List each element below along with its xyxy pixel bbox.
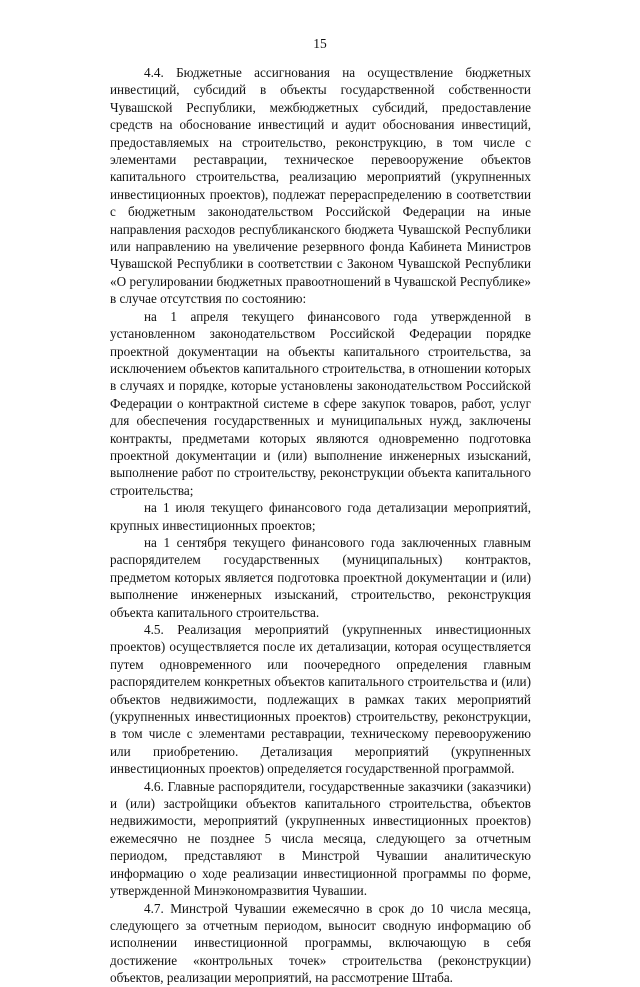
paragraph-4-4: 4.4. Бюджетные ассигнования на осуществление бюджетных инвестиций, субсидий в объекты государственной собственности Чувашской Республики, межбюджетных субсидий, предоставление средств на обоснование инвестиций и аудит обоснования инвестиций, предоставляемых на строительство, реконструкцию, в том числе с элементами реставрации, техническое перевооружение объектов капитального строительства, реализацию мероприятий (укрупненных инвестиционных проектов), подлежат перераспределению в соответствии с бюджетным законодательством Российской Федерации на иные направления расходов республиканского бюджета Чувашской Республики или направлению на увеличение резервного фонда Кабинета Министров Чувашской Республики в соответствии с Законом Чувашской Республики «О регулировании бюджетных правоотношений в Чувашской Республике» в случае отсутствия по состоянию:	[110, 65, 531, 307]
paragraph-4-7: 4.7. Минстрой Чувашии ежемесячно в срок до 10 числа месяца, следующего за отчетным периодом, выносит сводную информацию об исполнении инвестиционной программы, включающую в себя достижение «контрольных точек» строительства (реконструкции) объектов, реализации мероприятий, на рассмотрение Штаба.	[110, 900, 531, 986]
paragraph-4-6: 4.6. Главные распорядители, государственные заказчики (заказчики) и (или) застройщики объектов капитального строительства, объектов недвижимости, мероприятий (укрупненных инвестиционных проектов) ежемесячно не позднее 5 числа месяца, следующего за отчетным периодом, представляют в Минстрой Чувашии аналитическую информацию о ходе реализации инвестиционной программы по форме, утвержденной Минэкономразвития Чувашии.	[110, 778, 531, 899]
page-number: 15	[313, 36, 327, 51]
paragraph-april-deadline: на 1 апреля текущего финансового года утвержденной в установленном законодательством Российской Федерации порядке проектной документации на объекты капитального строительства, за исключением объектов капитального строительства, в отношении которых в случаях и порядке, которые установлены законодательством Российской Федерации о контрактной системе в сфере закупок товаров, работ, услуг для обеспечения государственных и муниципальных нужд, заключены контракты, предметами которых являются одновременно подготовка проектной документации и (или) выполнение инженерных изысканий, выполнение работ по строительству, реконструкции объекта капитального строительства;	[110, 308, 531, 498]
document-body	[110, 64, 531, 987]
paragraph-july-deadline: на 1 июля текущего финансового года детализации мероприятий, крупных инвестиционных проектов;	[110, 500, 531, 533]
paragraph-september-deadline: на 1 сентября текущего финансового года заключенных главным распорядителем государственных (муниципальных) контрактов, предметом которых является подготовка проектной документации и (или) выполнение инженерных изысканий, строительство, реконструкция объекта капитального строительства.	[110, 534, 531, 620]
paragraph-4-5: 4.5. Реализация мероприятий (укрупненных инвестиционных проектов) осуществляется после их детализации, которая осуществляется путем одновременного или поочередного определения главным распорядителем конкретных объектов капитального строительства и (или) объектов недвижимости, подлежащих в рамках таких мероприятий (укрупненных инвестиционных проектов) строительству, реконструкции, в том числе с элементами реставрации, техническому перевооружению или приобретению. Детализация мероприятий (укрупненных инвестиционных проектов) определяется государственной программой.	[110, 622, 531, 777]
